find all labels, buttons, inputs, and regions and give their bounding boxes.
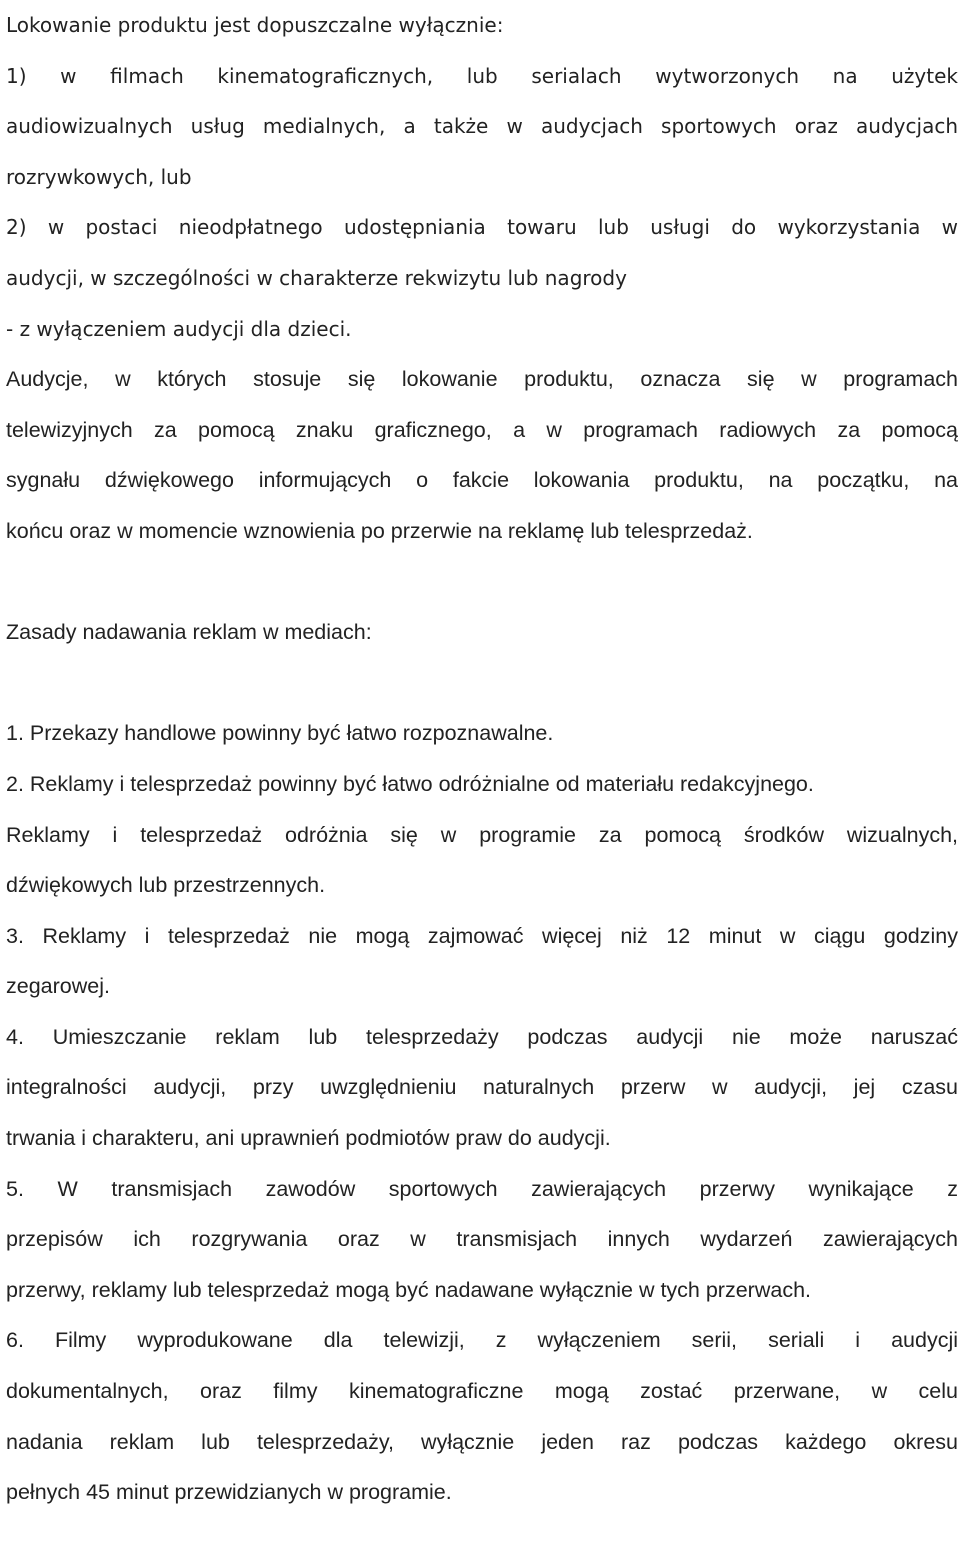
spacer	[6, 557, 958, 608]
rule-line: 3. Reklamy i telesprzedaż nie mogą zajmować więcej niż 12 minut w ciągu godziny	[6, 923, 958, 948]
marking-line: Audycje, w których stosuje się lokowanie produktu, oznacza się w programach	[6, 367, 958, 392]
rule-line: 1. Przekazy handlowe powinny być łatwo rozpoznawalne.	[6, 721, 554, 746]
rule-line: dokumentalnych, oraz filmy kinematograficzne mogą zostać przerwane, w celu	[6, 1379, 958, 1404]
rule-line: Reklamy i telesprzedaż odróżnia się w programie za pomocą środków wizualnych,	[6, 822, 958, 847]
spacer	[6, 658, 958, 709]
intro-line: - z wyłączeniem audycji dla dzieci.	[6, 316, 352, 341]
intro-line: rozrywkowych, lub	[6, 164, 192, 189]
marking-line: telewizyjnych za pomocą znaku graficznego, a w programach radiowych za pomocą	[6, 417, 958, 442]
marking-line: sygnału dźwiękowego informujących o fakcie lokowania produktu, na początku, na	[6, 468, 958, 493]
intro-line: Lokowanie produktu jest dopuszczalne wyłącznie:	[6, 13, 504, 37]
rule-line: 6. Filmy wyprodukowane dla telewizji, z wyłączeniem serii, seriali i audycji	[6, 1328, 958, 1353]
rule-line: 5. W transmisjach zawodów sportowych zawierających przerwy wynikające z	[6, 1176, 958, 1201]
rule-line: trwania i charakteru, ani uprawnień podmiotów praw do audycji.	[6, 1126, 611, 1151]
rule-line: 4. Umieszczanie reklam lub telesprzedaży podczas audycji nie może naruszać	[6, 1024, 958, 1049]
rule-line: zegarowej.	[6, 974, 110, 999]
rule-line: 2. Reklamy i telesprzedaż powinny być łatwo odróżnialne od materiału redakcyjnego.	[6, 771, 814, 796]
document-page	[6, 0, 958, 1518]
intro-section	[6, 0, 958, 354]
rule-line: dźwiękowych lub przestrzennych.	[6, 873, 326, 898]
rule-line: przerwy, reklamy lub telesprzedaż mogą być nadawane wyłącznie w tych przerwach.	[6, 1277, 812, 1302]
intro-line: audiowizualnych usług medialnych, a także w audycjach sportowych oraz audycjach	[6, 114, 958, 139]
marking-section	[6, 354, 958, 556]
rule-line: integralności audycji, przy uwzględnieniu naturalnych przerw w audycji, jej czasu	[6, 1075, 958, 1100]
intro-line: audycji, w szczególności w charakterze rekwizytu lub nagrody	[6, 265, 627, 290]
section-heading: Zasady nadawania reklam w mediach:	[6, 620, 372, 645]
rule-line: nadania reklam lub telesprzedaży, wyłącznie jeden raz podczas każdego okresu	[6, 1429, 958, 1454]
marking-line: końcu oraz w momencie wznowienia po przerwie na reklamę lub telesprzedaż.	[6, 518, 753, 543]
intro-line: 1) w filmach kinematograficznych, lub serialach wytworzonych na użytek	[6, 63, 958, 88]
rule-line: przepisów ich rozgrywania oraz w transmisjach innych wydarzeń zawierających	[6, 1227, 958, 1252]
rule-line: pełnych 45 minut przewidzianych w programie.	[6, 1480, 452, 1505]
rules-section	[6, 557, 958, 1518]
intro-line: 2) w postaci nieodpłatnego udostępniania towaru lub usługi do wykorzystania w	[6, 215, 958, 240]
